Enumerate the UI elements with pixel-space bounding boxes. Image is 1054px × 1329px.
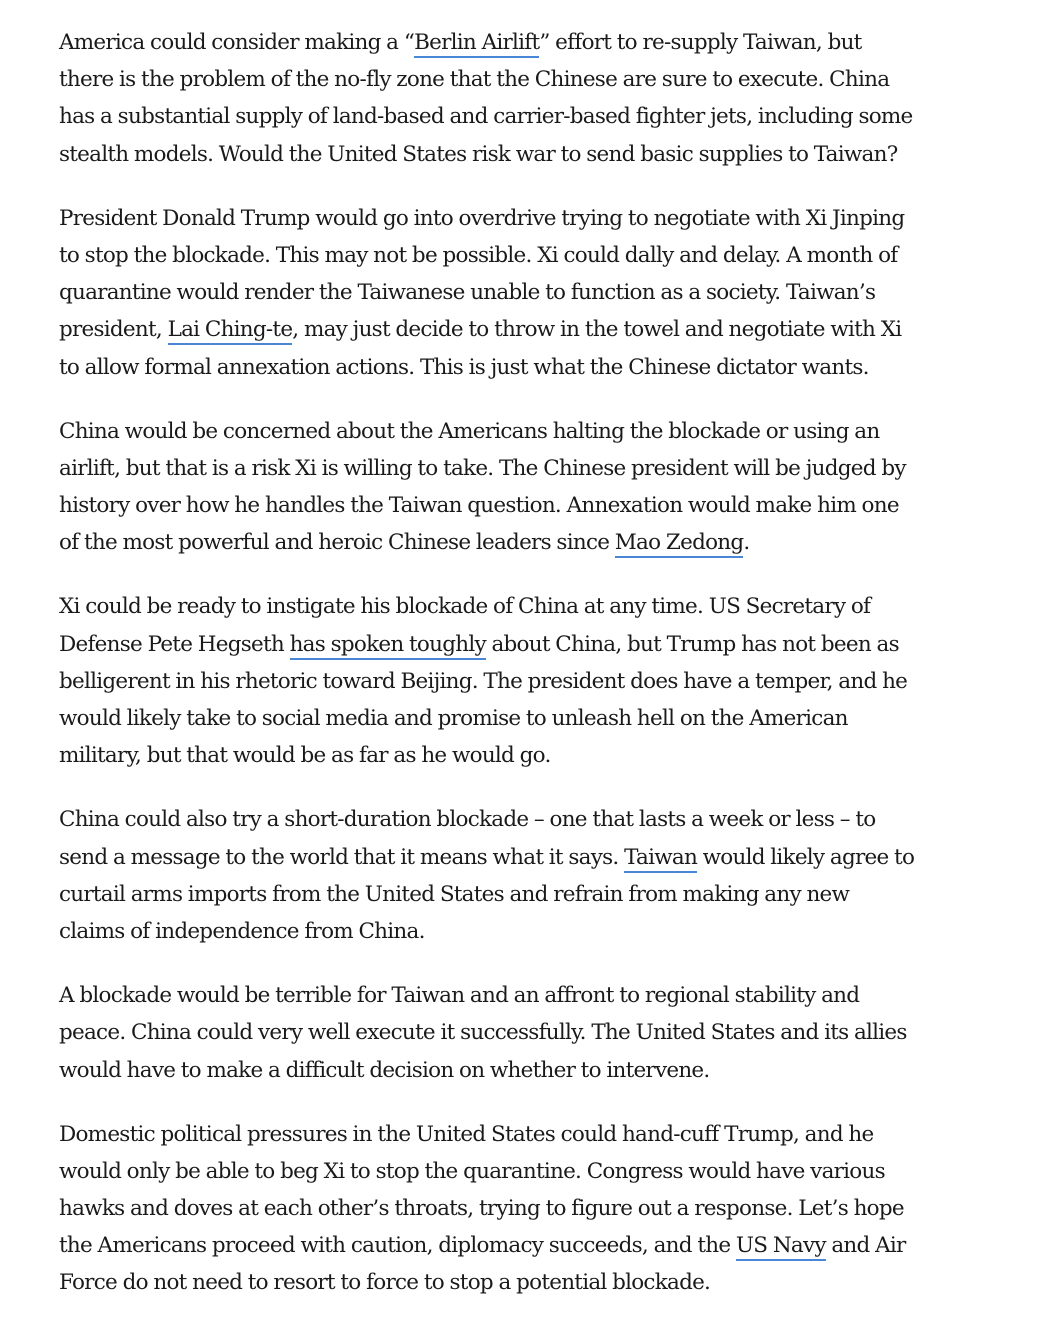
paragraph-line — [59, 274, 959, 311]
paragraph-line — [59, 136, 959, 173]
text-segment: send a message to the world that it means what it says. — [59, 844, 625, 870]
text-segment: airlift, but that is a risk Xi is willing to take. The Chinese president will be judged by — [59, 455, 906, 481]
text-segment: the Americans proceed with caution, diplomacy succeeds, and the — [59, 1233, 736, 1259]
link-berlin-airlift[interactable]: Berlin Airlift — [414, 30, 539, 58]
paragraph-line — [59, 1052, 959, 1089]
text-segment: there is the problem of the no-fly zone that the Chinese are sure to execute. China — [59, 67, 890, 93]
paragraph-line — [59, 200, 959, 237]
article-paragraph — [59, 977, 959, 1089]
text-segment: Xi could be ready to instigate his blockade of China at any time. US Secretary of — [59, 594, 871, 620]
paragraph-line — [59, 349, 959, 386]
paragraph-line — [59, 98, 959, 135]
text-segment: , may just decide to throw in the towel and negotiate with Xi — [292, 317, 902, 343]
link-lai-ching-te[interactable]: Lai Ching-te — [168, 317, 293, 345]
article-paragraph — [59, 801, 959, 950]
text-segment: would have to make a difficult decision on whether to intervene. — [59, 1057, 710, 1083]
text-segment: stealth models. Would the United States risk war to send basic supplies to Taiwan? — [59, 141, 898, 167]
text-segment: president, — [59, 317, 168, 343]
paragraph-line — [59, 977, 959, 1014]
text-segment: Force do not need to resort to force to stop a potential blockade. — [59, 1270, 711, 1296]
text-segment: would likely agree to — [697, 844, 915, 870]
text-segment: ” effort to re-supply Taiwan, but — [539, 30, 862, 55]
paragraph-line — [59, 913, 959, 950]
paragraph-line — [59, 450, 959, 487]
link-mao-zedong[interactable]: Mao Zedong — [615, 530, 744, 558]
text-segment: President Donald Trump would go into overdrive trying to negotiate with Xi Jinping — [59, 205, 905, 231]
paragraph-line — [59, 737, 959, 774]
text-segment: America could consider making a “ — [59, 30, 415, 55]
article-paragraph — [59, 588, 959, 774]
link-us-navy[interactable]: US Navy — [736, 1233, 826, 1261]
article-body — [59, 24, 959, 1329]
paragraph-line — [59, 487, 959, 524]
text-segment: claims of independence from China. — [59, 918, 425, 944]
paragraph-line — [59, 700, 959, 737]
text-segment: about China, but Trump has not been as — [485, 631, 899, 657]
paragraph-line — [59, 24, 959, 61]
article-paragraph — [59, 413, 959, 562]
paragraph-line — [59, 1014, 959, 1051]
paragraph-line — [59, 1264, 959, 1301]
paragraph-line — [59, 237, 959, 274]
paragraph-line — [59, 588, 959, 625]
text-segment: would only be able to beg Xi to stop the quarantine. Congress would have various — [59, 1158, 885, 1184]
paragraph-line — [59, 413, 959, 450]
paragraph-line — [59, 801, 959, 838]
text-segment: to stop the blockade. This may not be possible. Xi could dally and delay. A month of — [59, 242, 898, 268]
paragraph-line — [59, 1227, 959, 1264]
text-segment: of the most powerful and heroic Chinese leaders since — [59, 530, 615, 556]
text-segment: and Air — [825, 1233, 906, 1259]
text-segment: China could also try a short-duration blockade – one that lasts a week or less – to — [59, 807, 876, 833]
article-paragraph — [59, 1116, 959, 1302]
text-segment: Domestic political pressures in the United States could hand-cuff Trump, and he — [59, 1121, 874, 1147]
article-paragraph — [59, 24, 959, 173]
text-segment: history over how he handles the Taiwan question. Annexation would make him one — [59, 493, 899, 519]
paragraph-line — [59, 1153, 959, 1190]
text-segment: belligerent in his rhetoric toward Beijing. The president does have a temper, and he — [59, 668, 908, 694]
paragraph-line — [59, 524, 959, 561]
link-has-spoken-toughly[interactable]: has spoken toughly — [290, 632, 486, 660]
article-paragraph — [59, 200, 959, 386]
paragraph-line — [59, 876, 959, 913]
text-segment: military, but that would be as far as he would go. — [59, 743, 551, 769]
text-segment: quarantine would render the Taiwanese unable to function as a society. Taiwan’s — [59, 280, 876, 306]
link-taiwan[interactable]: Taiwan — [624, 845, 697, 873]
text-segment: . — [743, 530, 750, 556]
text-segment: would likely take to social media and promise to unleash hell on the American — [59, 706, 848, 731]
paragraph-line — [59, 61, 959, 98]
paragraph-line — [59, 663, 959, 700]
text-segment: China would be concerned about the Americans halting the blockade or using an — [59, 418, 880, 444]
text-segment: has a substantial supply of land-based and carrier-based fighter jets, including some — [59, 104, 913, 130]
text-segment: to allow formal annexation actions. This is just what the Chinese dictator wants. — [59, 354, 869, 380]
text-segment: curtail arms imports from the United States and refrain from making any new — [59, 881, 850, 907]
paragraph-line — [59, 839, 959, 876]
text-segment: peace. China could very well execute it successfully. The United States and its allies — [59, 1020, 907, 1046]
paragraph-line — [59, 1190, 959, 1227]
text-segment: A blockade would be terrible for Taiwan and an affront to regional stability and — [59, 983, 860, 1009]
paragraph-line — [59, 1116, 959, 1153]
paragraph-line — [59, 311, 959, 348]
paragraph-line — [59, 626, 959, 663]
text-segment: hawks and doves at each other’s throats, trying to figure out a response. Let’s hope — [59, 1196, 904, 1222]
text-segment: Defense Pete Hegseth — [59, 631, 290, 657]
